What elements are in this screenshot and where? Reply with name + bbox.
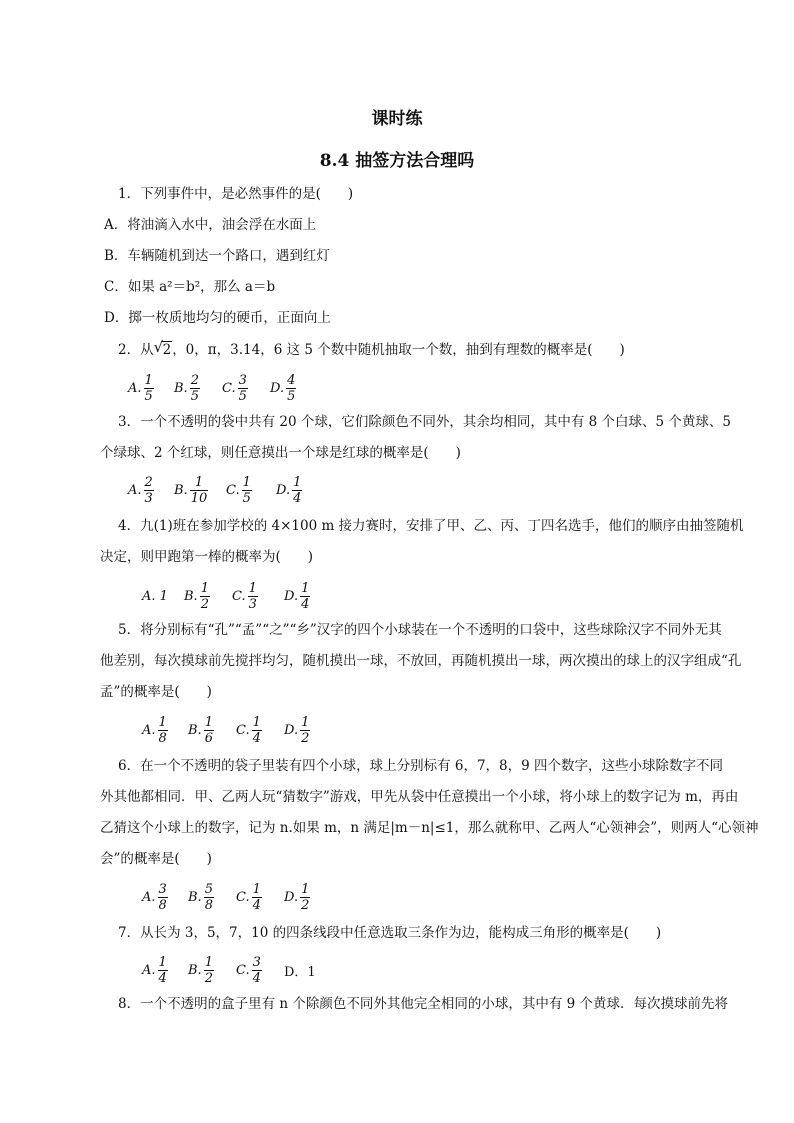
question-6-choice-d: D. $\frac{1}{2}$	[284, 881, 310, 913]
question-7-choices	[142, 950, 342, 990]
question-6-line-4: 会”的概率是( )	[100, 851, 212, 867]
question-6-line-2: 外其他都相同．甲、乙两人玩“猜数字”游戏，甲先从袋中任意摸出一个小球，将小球上的数字记为 m，再由	[100, 789, 739, 805]
fraction: $\frac{1}{2}$	[204, 954, 213, 986]
section-title: 8.4 抽签方法合理吗	[319, 151, 475, 171]
question-5-line-1: 5．将分别标有“孔”“孟”“之”“乡”汉字的四个小球装在一个不透明的口袋中，这些球除汉字不同外无其	[118, 622, 722, 638]
question-3-choice-a: A. $\frac{2}{3}$	[128, 474, 153, 506]
question-2-choices	[128, 368, 328, 408]
question-8-line-1: 8．一个不透明的盒子里有 n 个除颜色不同外其他完全相同的小球，其中有 9 个黄球．每次摸球前先将	[118, 996, 729, 1012]
fraction: $\frac{1}{4}$	[252, 881, 261, 913]
question-2-choice-d: D. $\frac{4}{5}$	[270, 372, 296, 404]
question-5-choice-a: A. $\frac{1}{8}$	[142, 714, 167, 746]
question-6-choice-a: A. $\frac{3}{8}$	[142, 881, 167, 913]
fraction: $\frac{1}{10}$	[190, 474, 208, 506]
question-2-choice-c: C. $\frac{3}{5}$	[222, 372, 247, 404]
question-2-stem	[118, 340, 625, 360]
question-5-choice-d: D. $\frac{1}{2}$	[284, 714, 310, 746]
question-4-choice-d: D. $\frac{1}{4}$	[284, 580, 310, 612]
question-4-line-2: 决定，则甲跑第一棒的概率为( )	[100, 549, 314, 565]
fraction: $\frac{3}{8}$	[158, 881, 167, 913]
fraction: $\frac{1}{2}$	[200, 580, 209, 612]
fraction: $\frac{1}{4}$	[252, 714, 261, 746]
question-4-choice-a: A. 1	[142, 588, 168, 604]
fraction: $\frac{3}{4}$	[252, 954, 261, 986]
fraction: $\frac{1}{5}$	[242, 474, 251, 506]
question-3-choices	[128, 470, 328, 510]
question-7-choice-c: C. $\frac{3}{4}$	[236, 954, 261, 986]
question-6-choice-c: C. $\frac{1}{4}$	[236, 881, 261, 913]
question-6-choices	[142, 877, 332, 917]
question-5-choices	[142, 710, 332, 750]
question-3-choice-b: B. $\frac{1}{10}$	[174, 474, 208, 506]
question-5-choice-b: B. $\frac{1}{6}$	[188, 714, 213, 746]
question-1-option-a: A．将油滴入水中，油会浮在水面上	[104, 217, 317, 233]
page-title: 课时练	[371, 109, 423, 129]
square-root-argument: 2	[162, 342, 172, 358]
fraction: $\frac{1}{2}$	[301, 881, 310, 913]
question-4-choices	[142, 576, 332, 616]
fraction: $\frac{1}{4}$	[293, 474, 302, 506]
question-7-choice-b: B. $\frac{1}{2}$	[188, 954, 213, 986]
fraction: $\frac{1}{4}$	[158, 954, 167, 986]
question-3-line-1: 3．一个不透明的袋中共有 20 个球，它们除颜色不同外，其余均相同，其中有 8 个白球、5 个黄球、5	[118, 414, 731, 430]
square-root-expression: √ 2	[153, 338, 172, 358]
question-6-line-3: 乙猜这个小球上的数字，记为 n.如果 m，n 满足|m－n|≤1，那么就称甲、乙两人“心领神会”，则两人“心领神	[100, 820, 759, 836]
question-1-option-b: B．车辆随机到达一个路口，遇到红灯	[104, 248, 330, 264]
question-4-line-1: 4．九(1)班在参加学校的 4×100 m 接力赛时，安排了甲、乙、丙、丁四名选手，他们的顺序由抽签随机	[118, 518, 744, 534]
fraction: $\frac{1}{4}$	[301, 580, 310, 612]
fraction: $\frac{1}{6}$	[204, 714, 213, 746]
fraction: $\frac{5}{8}$	[204, 881, 213, 913]
question-6-line-1: 6．在一个不透明的袋子里装有四个小球，球上分别标有 6，7，8，9 四个数字，这些小球除数字不同	[118, 758, 724, 774]
question-4-choice-c: C. $\frac{1}{3}$	[232, 580, 257, 612]
question-3-choice-d: D. $\frac{1}{4}$	[276, 474, 302, 506]
question-7-choice-a: A. $\frac{1}{4}$	[142, 954, 167, 986]
fraction: $\frac{2}{3}$	[144, 474, 153, 506]
question-7-stem: 7．从长为 3，5，7，10 的四条线段中任意选取三条作为边，能构成三角形的概率是( )	[118, 925, 662, 941]
question-1-stem: 1．下列事件中，是必然事件的是( )	[118, 186, 354, 202]
question-5-line-3: 孟”的概率是( )	[100, 684, 212, 700]
question-1-option-c: C．如果 a²＝b²，那么 a＝b	[104, 279, 276, 295]
fraction: $\frac{2}{5}$	[190, 372, 199, 404]
fraction: $\frac{1}{8}$	[158, 714, 167, 746]
question-2-stem-end: ，0，π，3.14，6 这 5 个数中随机抽取一个数，抽到有理数的概率是( )	[172, 342, 625, 358]
fraction: $\frac{1}{2}$	[301, 714, 310, 746]
question-4-choice-b: B. $\frac{1}{2}$	[184, 580, 209, 612]
question-3-choice-c: C. $\frac{1}{5}$	[226, 474, 251, 506]
question-6-choice-b: B. $\frac{5}{8}$	[188, 881, 213, 913]
fraction: $\frac{1}{5}$	[144, 372, 153, 404]
question-1-option-d: D．掷一枚质地均匀的硬币，正面向上	[104, 310, 331, 326]
question-2-choice-a: A. $\frac{1}{5}$	[128, 372, 153, 404]
question-5-line-2: 他差别，每次摸球前先搅拌均匀，随机摸出一球，不放回，再随机摸出一球，两次摸出的球上的汉字组成“孔	[100, 653, 742, 669]
fraction: $\frac{4}{5}$	[287, 372, 296, 404]
question-5-choice-c: C. $\frac{1}{4}$	[236, 714, 261, 746]
question-2-stem-start: 2．从	[118, 342, 154, 358]
question-7-choice-d: D．1	[284, 964, 316, 980]
fraction: $\frac{1}{3}$	[248, 580, 257, 612]
question-2-choice-b: B. $\frac{2}{5}$	[174, 372, 199, 404]
fraction: $\frac{3}{5}$	[238, 372, 247, 404]
question-3-line-2: 个绿球、2 个红球，则任意摸出一个球是红球的概率是( )	[100, 445, 461, 461]
